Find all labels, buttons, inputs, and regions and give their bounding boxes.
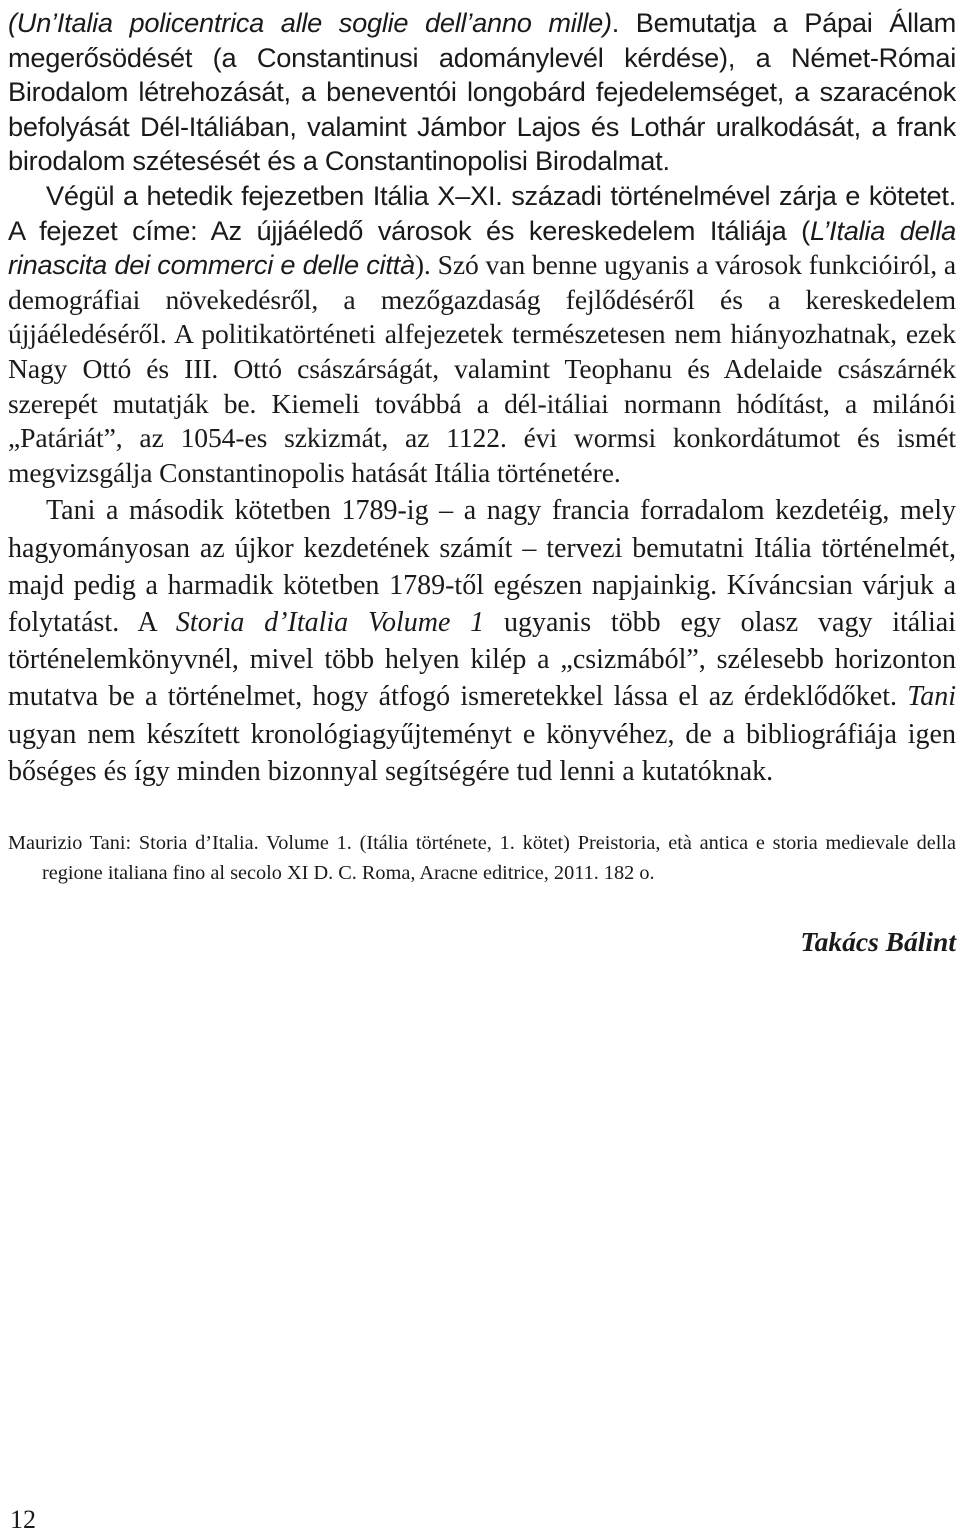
paragraph-seventh-chapter xyxy=(8,179,956,490)
page-body xyxy=(8,6,956,958)
italic-book-title: Storia d’Italia Volume 1 xyxy=(175,606,485,638)
review-author: Takács Bálint xyxy=(800,925,956,957)
paragraph-seventh-chapter-lead: Végül a hetedik fejezetben Itália X–XI. századi történelmével zárja e kötetet. A fejezet címe: Az újjáéledő városok és kereskedelem Itáliája ( xyxy=(8,179,956,246)
paragraph-seventh-chapter-body: ). Szó van benne ugyanis a városok funkcióiról, a demográfiai növekedésről, a mezőgazdaság fejlődéséről és a kereskedelem újjáéledéséről. A politikatörténeti alfejezetek természetesen nem hiányozhatnak, ezek Nagy Ottó és III. Ottó császárságát, valamint Teophanu és Adelaide császárnék szerepét mutatják be. Kiemeli továbbá a dél-itáliai normann hódítást, a milánói „Patáriát”, az 1054-es szkizmát, az 1122. évi wormsi konkordátumot és ismét megvizsgálja Constantinopolis hatását Itália történetére. xyxy=(8,249,956,488)
paragraph-second-volume-end: ugyan nem készített kronológiagyűjteményt e könyvéhez, de a bibliográfiája igen bőséges és így minden bizonnyal segítségére tud lenni a kutatóknak. xyxy=(8,718,956,787)
italic-chapter-title: (Un’Italia policentrica alle soglie dell’anno mille) xyxy=(8,7,612,38)
page-number: 12 xyxy=(10,1505,36,1534)
paragraph-second-volume-mid: ugyanis több egy olasz vagy itáliai történelemkönyvnél, mivel több helyen kilép a „csizmából”, szélesebb horizonton mutatva be a történelmet, hogy átfogó ismeretekkel lássa el az érdeklődőket. xyxy=(8,606,956,713)
book-citation: Maurizio Tani: Storia d’Italia. Volume 1. (Itália története, 1. kötet) Preistoria, età antica e storia medievale della regione italiana fino al secolo XI D. C. Roma, Aracne editrice, 2011. 182 o. xyxy=(8,831,956,884)
paragraph-intro-text: . Bemutatja a Pápai Állam megerősödését (a Constantinusi adománylevél kérdése), a Német-Római Birodalom létrehozását, a beneventói longobárd fejedelemséget, a szaracénok befolyását Dél-Itáliában, valamint Jámbor Lajos és Lothár uralkodását, a frank birodalom szétesését és a Constantinopolisi Birodalmat. xyxy=(8,7,956,177)
paragraph-intro-continuation xyxy=(8,6,956,179)
italic-seventh-chapter-title: L’Italia della rinascita dei commerci e delle città xyxy=(8,214,956,281)
italic-author-name: Tani xyxy=(907,681,956,713)
paragraph-second-volume xyxy=(8,492,956,790)
paragraph-second-volume-lead: Tani a második kötetben 1789-ig – a nagy francia forradalom kezdetéig, mely hagyományosan az újkor kezdetének számít – tervezi bemutatni Itália történelmét, majd pedig a harmadik kötetben 1789-től egészen napjainkig. Kíváncsian várjuk a folytatást. A xyxy=(8,495,956,638)
